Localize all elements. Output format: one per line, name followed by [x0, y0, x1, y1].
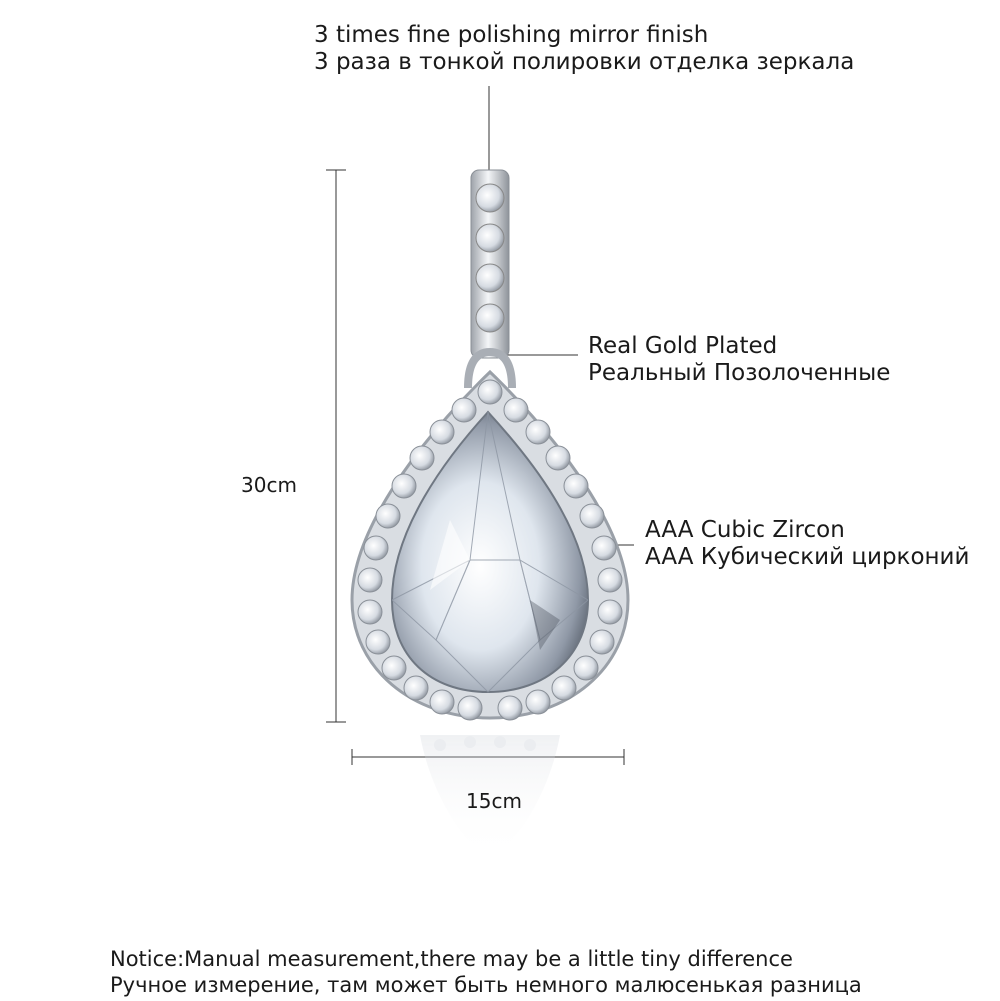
bail: [471, 170, 509, 358]
plating-caption: [588, 335, 890, 389]
notice-en: Notice:Manual measurement,there may be a little tiny difference: [110, 947, 793, 971]
measurement-notice: [110, 949, 862, 1001]
finish-caption-ru: 3 раза в тонкой полировки отделка зеркала: [314, 49, 855, 75]
height-label: 30cm: [241, 473, 297, 497]
width-label: 15cm: [466, 789, 522, 813]
notice-ru: Ручное измерение, там может быть немного малюсенькая разница: [110, 973, 862, 997]
height-dimension: [326, 170, 346, 722]
plating-caption-en: Real Gold Plated: [588, 333, 778, 359]
stone-caption-en: AAA Cubic Zircon: [645, 517, 845, 543]
finish-caption-en: 3 times fine polishing mirror finish: [314, 22, 709, 48]
finish-caption: [314, 24, 854, 78]
stone-caption: [645, 519, 969, 573]
stone-caption-ru: AAA Кубический цирконий: [645, 544, 970, 570]
plating-caption-ru: Реальный Позолоченные: [588, 360, 891, 386]
